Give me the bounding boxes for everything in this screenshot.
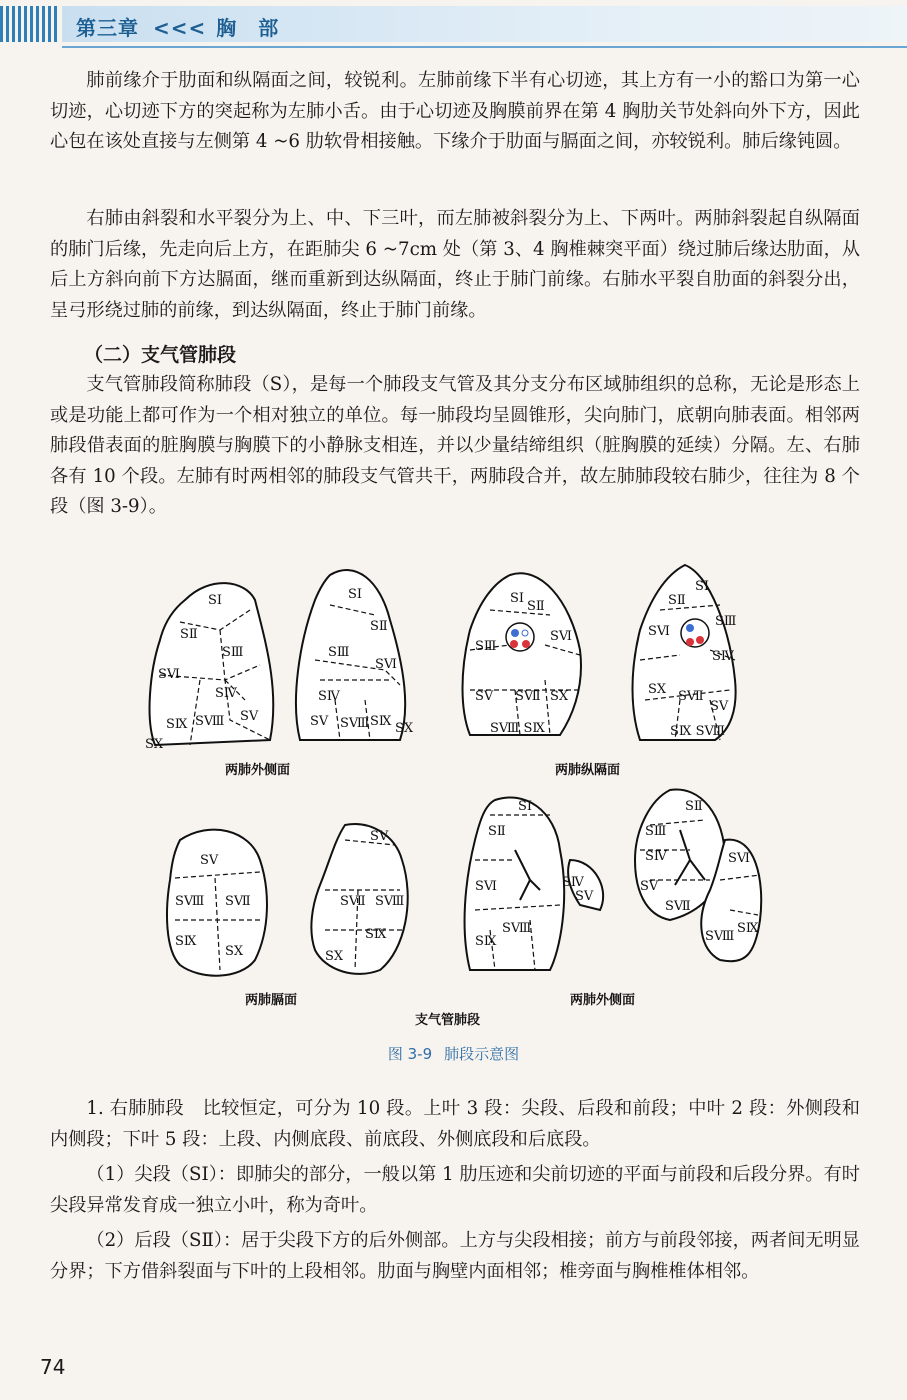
svg-text:SⅢ: SⅢ — [715, 614, 737, 629]
section-heading: （二）支气管肺段 — [84, 344, 237, 366]
figure-title: 肺段示意图 — [444, 1045, 520, 1063]
svg-text:SⅣ: SⅣ — [215, 686, 237, 701]
svg-text:SⅩ: SⅩ — [550, 689, 569, 704]
svg-text:SⅤ: SⅤ — [240, 709, 259, 724]
paragraph-lung-borders: 肺前缘介于肋面和纵隔面之间，较锐利。左肺前缘下半有心切迹，其上方有一小的豁口为第一心切迹，心切迹下方的突起称为左肺小舌。由于心切迹及胸膜前界在第 4 胸肋关节处斜向外下方，因此心包在该处直接与左侧第 4 ~6 肋软骨相接触。下缘介于肋面与膈面之间，亦较锐利。肺后缘钝圆。 — [50, 70, 860, 152]
svg-text:SⅣ: SⅣ — [318, 689, 340, 704]
svg-text:SⅧ: SⅧ — [375, 894, 405, 909]
svg-text:SⅡ: SⅡ — [488, 824, 506, 839]
svg-text:SⅩ: SⅩ — [145, 737, 164, 752]
svg-text:SⅠ: SⅠ — [510, 591, 525, 606]
left-lung-diaphragmatic — [311, 824, 407, 974]
svg-text:SⅥ: SⅥ — [375, 657, 397, 672]
label-lateral-bottom: 两肺外侧面 — [570, 993, 636, 1008]
svg-text:SX: SX — [225, 944, 244, 959]
paragraph-posterior-segment: （2）后段（SⅡ）：居于尖段下方的后外侧部。上方与尖段相接；前方与前段邻接，两者间无明显分界；下方借斜裂面与下叶的上段相邻。肋面与胸壁内面相邻；椎旁面与胸椎椎体相邻。 — [50, 1230, 860, 1282]
svg-text:SⅨ: SⅨ — [175, 934, 197, 949]
svg-text:SⅧ: SⅧ — [705, 929, 735, 944]
svg-text:SⅨ: SⅨ — [166, 717, 188, 732]
page-number: 74 — [40, 1355, 66, 1379]
svg-text:SⅡ: SⅡ — [685, 799, 703, 814]
svg-text:SⅢ: SⅢ — [475, 639, 497, 654]
svg-text:SⅥ: SⅥ — [648, 624, 670, 639]
svg-text:SⅣ: SⅣ — [645, 849, 667, 864]
chapter-title — [76, 12, 279, 41]
svg-text:SⅧ SⅨ: SⅧ SⅨ — [490, 721, 545, 736]
svg-text:SⅧ: SⅧ — [502, 921, 532, 936]
svg-text:SⅣ: SⅣ — [562, 875, 584, 890]
chapter-number: 第三章 — [76, 16, 139, 40]
svg-text:SⅦ: SⅦ — [678, 689, 704, 704]
svg-text:SⅩ: SⅩ — [395, 721, 414, 736]
right-lung-diaphragmatic — [167, 830, 267, 976]
svg-text:SⅠ: SⅠ — [518, 799, 533, 814]
chapter-section: 胸 部 — [216, 16, 280, 40]
svg-text:SⅢ: SⅢ — [222, 645, 244, 660]
svg-text:SⅦ: SⅦ — [665, 899, 691, 914]
figure-caption — [0, 1043, 907, 1064]
svg-text:SⅤ: SⅤ — [475, 689, 494, 704]
svg-text:SX: SX — [648, 682, 667, 697]
svg-text:SⅥ: SⅥ — [158, 667, 180, 682]
svg-text:SⅤ: SⅤ — [575, 889, 594, 904]
svg-text:SⅦ: SⅦ — [340, 894, 366, 909]
svg-text:SX: SX — [325, 949, 344, 964]
svg-text:SⅤ: SⅤ — [200, 853, 219, 868]
label-overall: 支气管肺段 — [415, 1013, 481, 1028]
right-lung-mediastinal — [463, 573, 581, 736]
svg-text:SⅥ: SⅥ — [550, 629, 572, 644]
svg-text:SⅨ: SⅨ — [737, 921, 759, 936]
svg-text:SⅦ: SⅦ — [515, 689, 541, 704]
paragraph-right-segments: 1. 右肺肺段 比较恒定，可分为 10 段。上叶 3 段：尖段、后段和前段；中叶 2 段：外侧段和内侧段；下叶 5 段：上段、内侧底段、前底段、外侧底段和后底段。 — [50, 1098, 860, 1150]
paragraph-fissures: 右肺由斜裂和水平裂分为上、中、下三叶，而左肺被斜裂分为上、下两叶。两肺斜裂起自纵隔面的肺门后缘，先走向后上方，在距肺尖 6 ~7cm 处（第 3、4 胸椎棘突平面）绕过肺后缘达肋面，从后上方斜向前下方达膈面，继而重新到达纵隔面，终止于肺门前缘。右肺水平裂自肋面的斜裂分出，呈弓形绕过肺的前缘，到达纵隔面，终止于肺门前缘。 — [50, 208, 860, 321]
label-lateral-top: 两肺外侧面 — [225, 763, 291, 778]
lateral-bronchial-left — [465, 797, 604, 970]
svg-text:SⅡ: SⅡ — [370, 619, 388, 634]
svg-text:SⅤ: SⅤ — [370, 829, 389, 844]
svg-text:SⅢ: SⅢ — [645, 824, 667, 839]
svg-text:SⅨ: SⅨ — [365, 927, 387, 942]
svg-text:SⅧ: SⅧ — [340, 716, 370, 731]
label-mediastinal: 两肺纵隔面 — [555, 763, 621, 778]
paragraph-apical-segment: （1）尖段（SⅠ）：即肺尖的部分，一般以第 1 肋压迹和尖前切迹的平面与前段和后段分界。有时尖段异常发育成一独立小叶，称为奇叶。 — [50, 1164, 860, 1216]
svg-text:SⅡ: SⅡ — [668, 593, 686, 608]
header-rule — [62, 46, 907, 48]
svg-text:SⅧ: SⅧ — [175, 894, 205, 909]
svg-text:SⅥ: SⅥ — [475, 879, 497, 894]
lung-segments-diagram — [130, 560, 770, 1040]
svg-text:SⅠ: SⅠ — [348, 587, 363, 602]
svg-text:SⅤ: SⅤ — [710, 699, 729, 714]
svg-text:SⅠ: SⅠ — [695, 579, 710, 594]
label-diaphragmatic: 两肺膈面 — [245, 993, 298, 1008]
svg-text:SⅡ: SⅡ — [527, 599, 545, 614]
svg-text:SⅥ: SⅥ — [728, 851, 750, 866]
svg-text:SⅣ: SⅣ — [712, 649, 734, 664]
chevrons-icon: <<< — [153, 16, 207, 40]
page-header — [0, 0, 907, 48]
header-stripe-decoration — [0, 6, 58, 42]
svg-text:SⅢ: SⅢ — [328, 645, 350, 660]
svg-text:SⅨ SⅧ: SⅨ SⅧ — [670, 724, 725, 739]
figure-number: 图 3-9 — [387, 1045, 433, 1063]
svg-text:SⅨ: SⅨ — [370, 714, 392, 729]
left-lung-lateral — [296, 570, 414, 740]
left-lung-mediastinal — [633, 565, 737, 740]
lung-segments-figure — [130, 560, 770, 1040]
svg-text:SⅠ: SⅠ — [208, 593, 223, 608]
lateral-bronchial-right — [635, 789, 761, 961]
svg-text:SⅨ: SⅨ — [475, 934, 497, 949]
right-lung-lateral — [145, 583, 273, 752]
svg-text:SⅤ: SⅤ — [310, 714, 329, 729]
svg-text:SⅡ: SⅡ — [180, 627, 198, 642]
paragraph-segments-intro: 支气管肺段简称肺段（S），是每一个肺段支气管及其分支分布区域肺组织的总称，无论是形态上或是功能上都可作为一个相对独立的单位。每一肺段均呈圆锥形，尖向肺门，底朝向肺表面。相邻两肺段借表面的脏胸膜与胸膜下的小静脉支相连，并以少量结缔组织（脏胸膜的延续）分隔。左、右肺各有 10 个段。左肺有时两相邻的肺段支气管共干，两肺段合并，故左肺肺段较右肺少，往往为 8 个段（图 3-9）。 — [50, 374, 860, 517]
svg-text:SⅧ: SⅧ — [195, 714, 225, 729]
svg-text:SⅤ: SⅤ — [640, 879, 659, 894]
svg-text:SⅦ: SⅦ — [225, 894, 251, 909]
